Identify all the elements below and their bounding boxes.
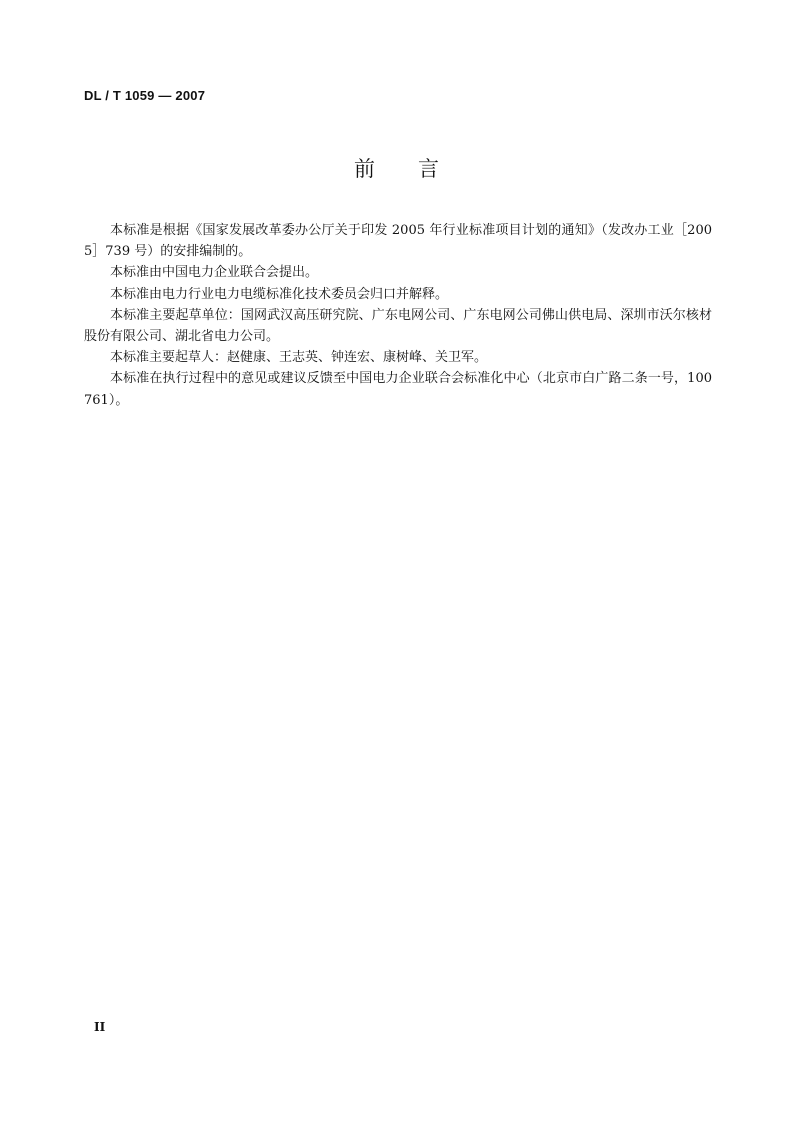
standard-code: DL / T 1059 — 2007 xyxy=(84,88,206,103)
foreword-body xyxy=(84,220,712,411)
paragraph-feedback: 本标准在执行过程中的意见或建议反馈至中国电力企业联合会标准化中心（北京市白广路二条一号，100761）。 xyxy=(84,371,712,408)
paragraph-drafting-units: 本标准主要起草单位：国网武汉高压研究院、广东电网公司、广东电网公司佛山供电局、深圳市沃尔核材股份有限公司、湖北省电力公司。 xyxy=(84,307,712,345)
paragraph-administrator: 本标准由电力行业电力电缆标准化技术委员会归口并解释。 xyxy=(110,286,449,302)
page-title-char-1: 前 xyxy=(354,157,376,181)
page-number: II xyxy=(94,1020,106,1034)
paragraph-proposer: 本标准由中国电力企业联合会提出。 xyxy=(110,265,319,281)
page-title-char-2: 言 xyxy=(418,157,440,181)
page-title xyxy=(0,153,794,183)
paragraph-drafters: 本标准主要起草人：赵健康、王志英、钟连宏、康树峰、关卫军。 xyxy=(110,350,488,366)
paragraph-basis: 本标准是根据《国家发展改革委办公厅关于印发 2005 年行业标准项目计划的通知》（发改办工业［2005］739 号）的安排编制的。 xyxy=(84,223,712,260)
